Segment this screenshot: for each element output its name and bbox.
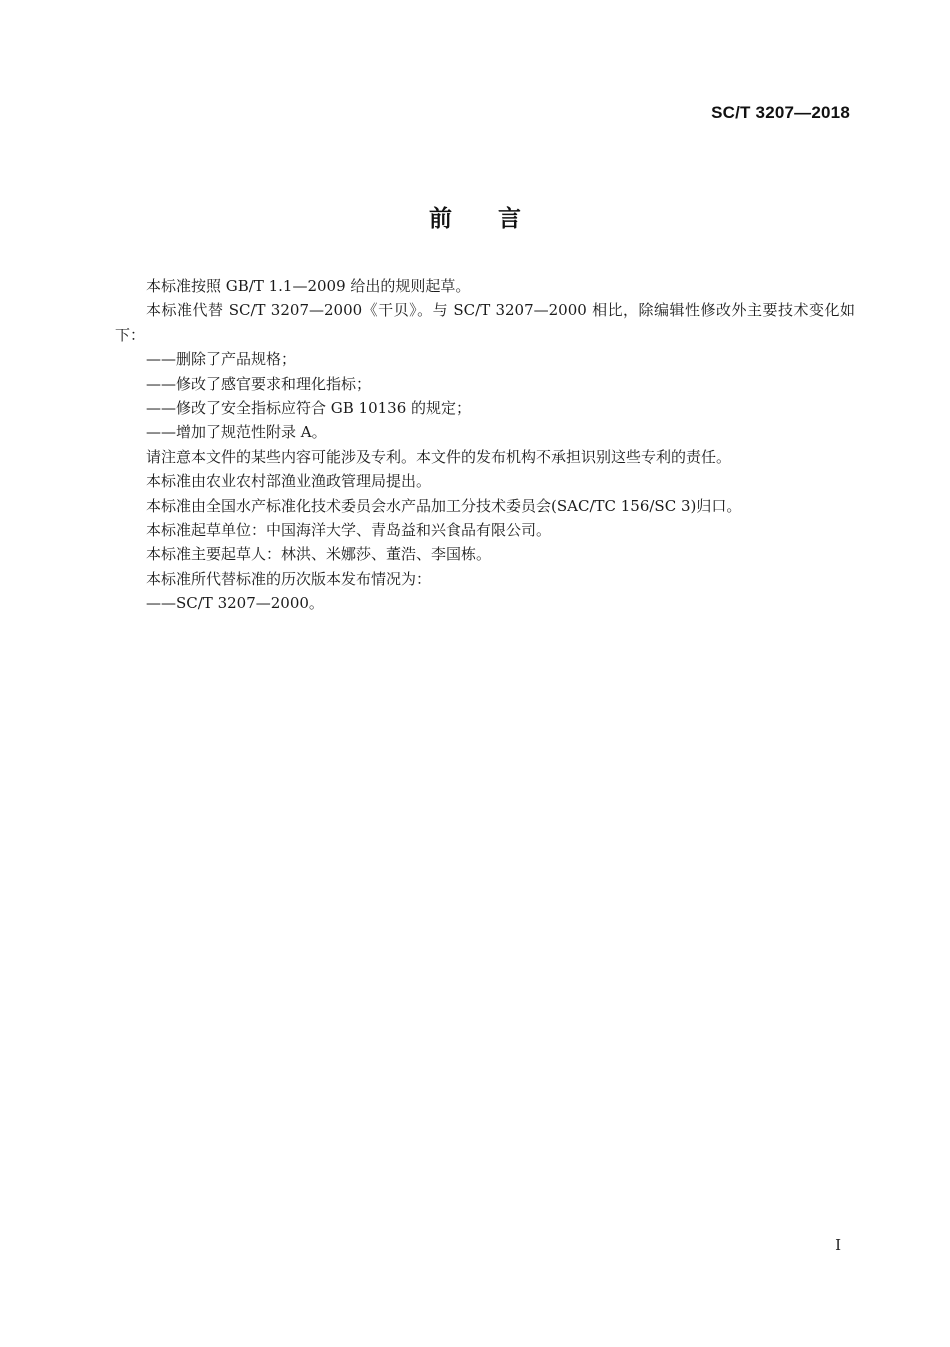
document-code: SC/T 3207—2018: [711, 103, 850, 122]
paragraph-replacement: 本标准代替 SC/T 3207—2000《干贝》。与 SC/T 3207—2000 相比，除编辑性修改外主要技术变化如下：: [115, 301, 855, 344]
paragraph-proposer: 本标准由农业农村部渔业渔政管理局提出。: [146, 472, 432, 491]
paragraph-patent-notice: 请注意本文件的某些内容可能涉及专利。本文件的发布机构不承担识别这些专利的责任。: [146, 447, 732, 466]
list-item-change-3: ——修改了安全指标应符合 GB 10136 的规定；: [146, 399, 472, 418]
page-number: I: [835, 1236, 841, 1254]
list-item-previous-edition: ——SC/T 3207—2000。: [146, 594, 324, 613]
list-item-change-1: ——删除了产品规格；: [146, 350, 297, 369]
paragraph-drafting-rule: 本标准按照 GB/T 1.1—2009 给出的规则起草。: [146, 277, 471, 295]
page-title: 前言: [429, 206, 567, 232]
foreword-body: [115, 274, 855, 616]
list-item-change-2: ——修改了感官要求和理化指标；: [146, 374, 372, 393]
paragraph-previous-editions: 本标准所代替标准的历次版本发布情况为：: [146, 569, 432, 588]
list-item-change-4: ——增加了规范性附录 A。: [146, 423, 327, 442]
paragraph-committee: 本标准由全国水产标准化技术委员会水产品加工分技术委员会(SAC/TC 156/SC 3)归口。: [146, 496, 742, 515]
paragraph-drafting-units: 本标准起草单位：中国海洋大学、青岛益和兴食品有限公司。: [146, 521, 552, 540]
paragraph-drafters: 本标准主要起草人：林洪、米娜莎、董浩、李国栋。: [146, 545, 492, 564]
